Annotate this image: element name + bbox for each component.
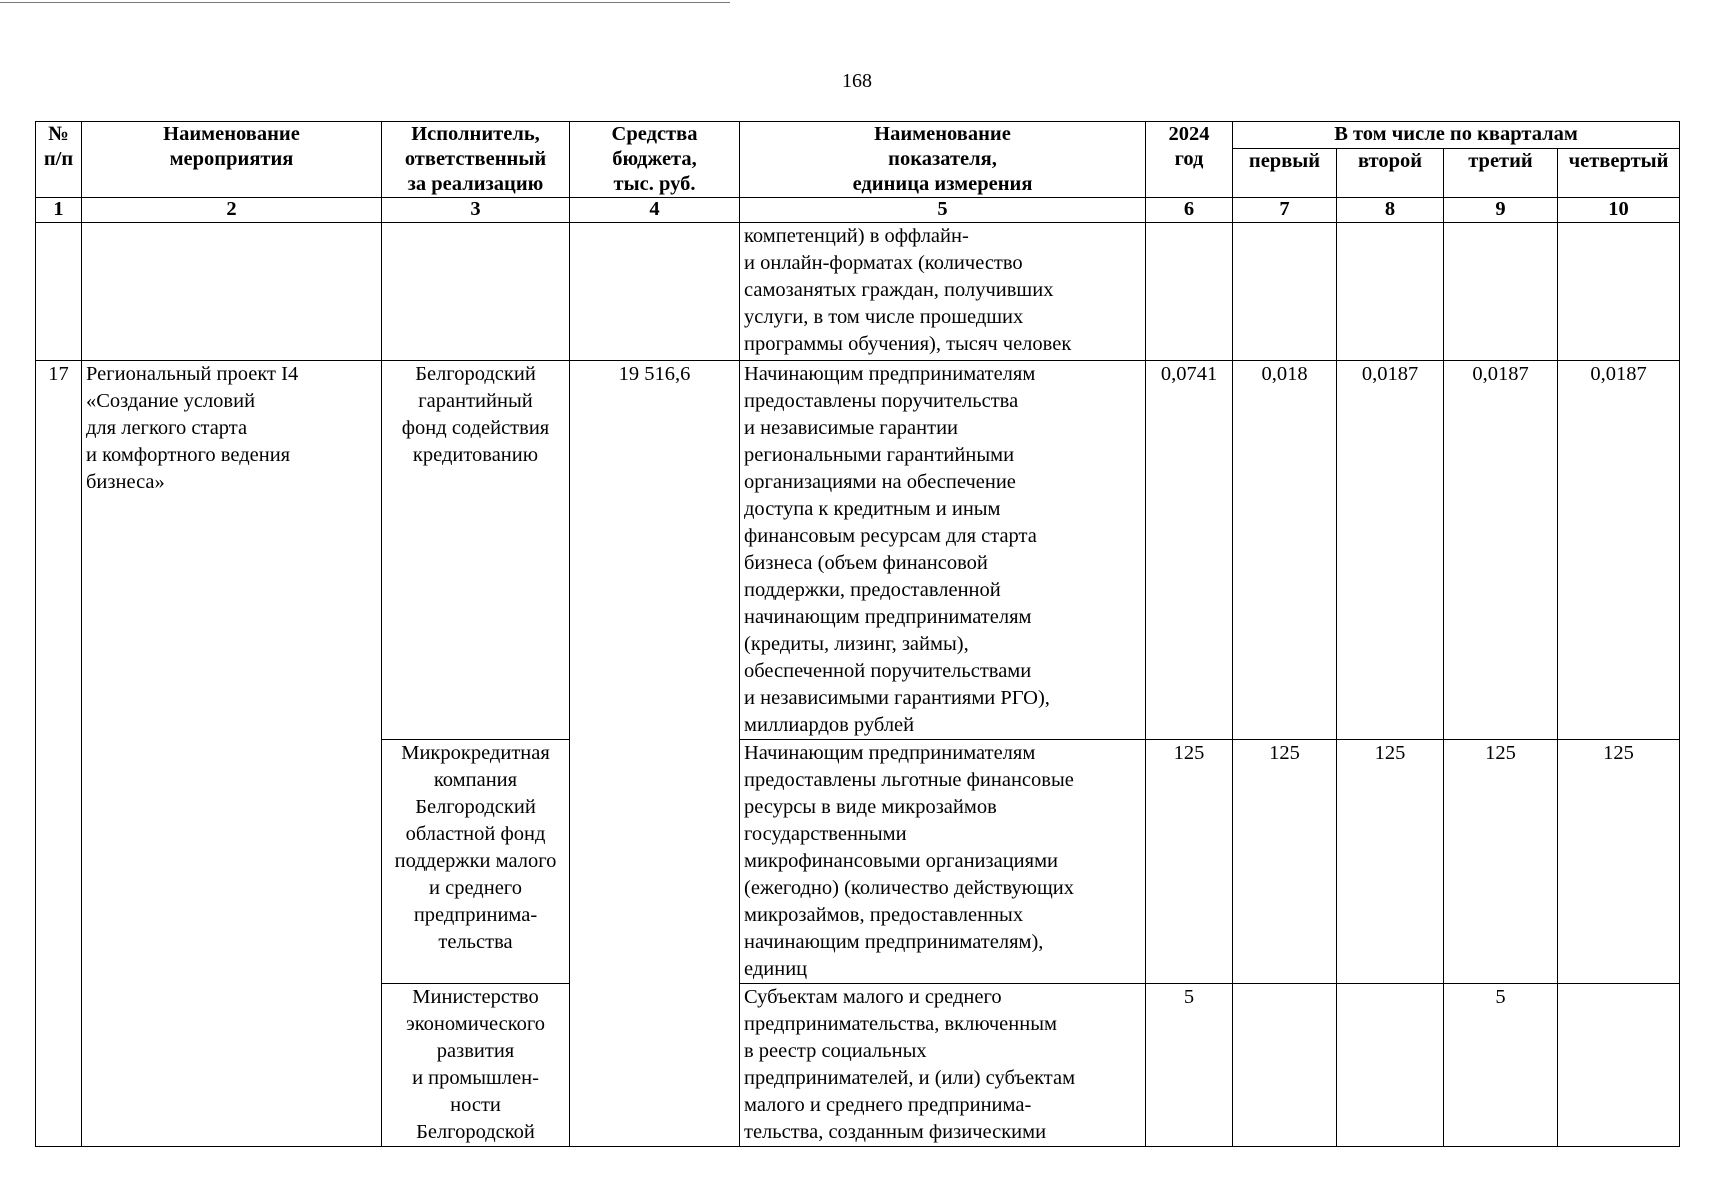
budget-cell — [570, 223, 740, 361]
budget-cell: 19 516,6 — [570, 361, 740, 1147]
year-value-cell: 0,0741 — [1146, 361, 1233, 740]
col-header-q2: второй — [1337, 149, 1444, 198]
col-header-number: № п/п — [36, 122, 82, 198]
event-cell — [82, 223, 382, 361]
year-value-cell — [1146, 223, 1233, 361]
col-header-q4: четвертый — [1558, 149, 1680, 198]
scan-edge-line — [0, 2, 730, 3]
indicator-cell: Начинающим предпринимателям предоставлены льготные финансовые ресурсы в виде микрозаймов государственными микрофинансовыми организациями (ежегодно) (количество действующих микрозаймов, предоставленных начинающим предпринимателям), единиц — [740, 740, 1146, 984]
indicator-cell: компетенций) в оффлайн- и онлайн-форматах (количество самозанятых граждан, получивших услуги, в том числе прошедших программы обучения), тысяч человек — [740, 223, 1146, 361]
col-header-q3: третий — [1444, 149, 1558, 198]
indicator-cell: Начинающим предпринимателям предоставлены поручительства и независимые гарантии региональными гарантийными организациями на обеспечение доступа к кредитным и иным финансовым ресурсам для старта бизнеса (объем финансовой поддержки, предоставленной начинающим предпринимателям (кредиты, лизинг, займы), обеспеченной поручительствами и независимыми гарантиями РГО), миллиардов рублей — [740, 361, 1146, 740]
executor-cell: Белгородский гарантийный фонд содействия кредитованию — [382, 361, 570, 740]
column-number: 3 — [382, 198, 570, 223]
event-cell: Региональный проект I4 «Создание условий для легкого старта и комфортного ведения бизнеса» — [82, 361, 382, 1147]
year-value-cell: 125 — [1146, 740, 1233, 984]
q1-value-cell: 0,018 — [1233, 361, 1337, 740]
q4-value-cell: 125 — [1558, 740, 1680, 984]
q4-value-cell — [1558, 984, 1680, 1147]
q3-value-cell — [1444, 223, 1558, 361]
q2-value-cell: 0,0187 — [1337, 361, 1444, 740]
q3-value-cell: 125 — [1444, 740, 1558, 984]
executor-cell: Микрокредитная компания Белгородский областной фонд поддержки малого и среднего предпринима- тельства — [382, 740, 570, 984]
row-number-cell — [36, 223, 82, 361]
executor-cell: Министерство экономического развития и промышлен- ности Белгородской — [382, 984, 570, 1147]
col-header-budget: Средства бюджета, тыс. руб. — [570, 122, 740, 198]
indicator-cell: Субъектам малого и среднего предпринимательства, включенным в реестр социальных предпринимателей, и (или) субъектам малого и среднего предпринима- тельства, созданным физическими — [740, 984, 1146, 1147]
column-number: 4 — [570, 198, 740, 223]
table-row — [36, 361, 1680, 740]
page-number: 168 — [842, 70, 872, 92]
column-number: 8 — [1337, 198, 1444, 223]
row-number-cell: 17 — [36, 361, 82, 1147]
q2-value-cell — [1337, 984, 1444, 1147]
col-header-quarters-group: В том числе по кварталам — [1233, 122, 1680, 149]
q1-value-cell — [1233, 984, 1337, 1147]
column-number: 1 — [36, 198, 82, 223]
executor-cell — [382, 223, 570, 361]
q2-value-cell: 125 — [1337, 740, 1444, 984]
q4-value-cell — [1558, 223, 1680, 361]
q1-value-cell: 125 — [1233, 740, 1337, 984]
col-header-executor: Исполнитель, ответственный за реализацию — [382, 122, 570, 198]
column-number-row — [36, 198, 1680, 223]
column-number: 5 — [740, 198, 1146, 223]
table-row — [36, 223, 1680, 361]
header-row — [36, 122, 1680, 149]
column-number: 6 — [1146, 198, 1233, 223]
q3-value-cell: 5 — [1444, 984, 1558, 1147]
col-header-q1: первый — [1233, 149, 1337, 198]
year-value-cell: 5 — [1146, 984, 1233, 1147]
q1-value-cell — [1233, 223, 1337, 361]
column-number: 7 — [1233, 198, 1337, 223]
q3-value-cell: 0,0187 — [1444, 361, 1558, 740]
col-header-year: 2024 год — [1146, 122, 1233, 198]
col-header-indicator: Наименование показателя, единица измерения — [740, 122, 1146, 198]
col-header-event: Наименование мероприятия — [82, 122, 382, 198]
column-number: 9 — [1444, 198, 1558, 223]
action-plan-table — [35, 121, 1680, 1147]
column-number: 2 — [82, 198, 382, 223]
column-number: 10 — [1558, 198, 1680, 223]
q2-value-cell — [1337, 223, 1444, 361]
q4-value-cell: 0,0187 — [1558, 361, 1680, 740]
